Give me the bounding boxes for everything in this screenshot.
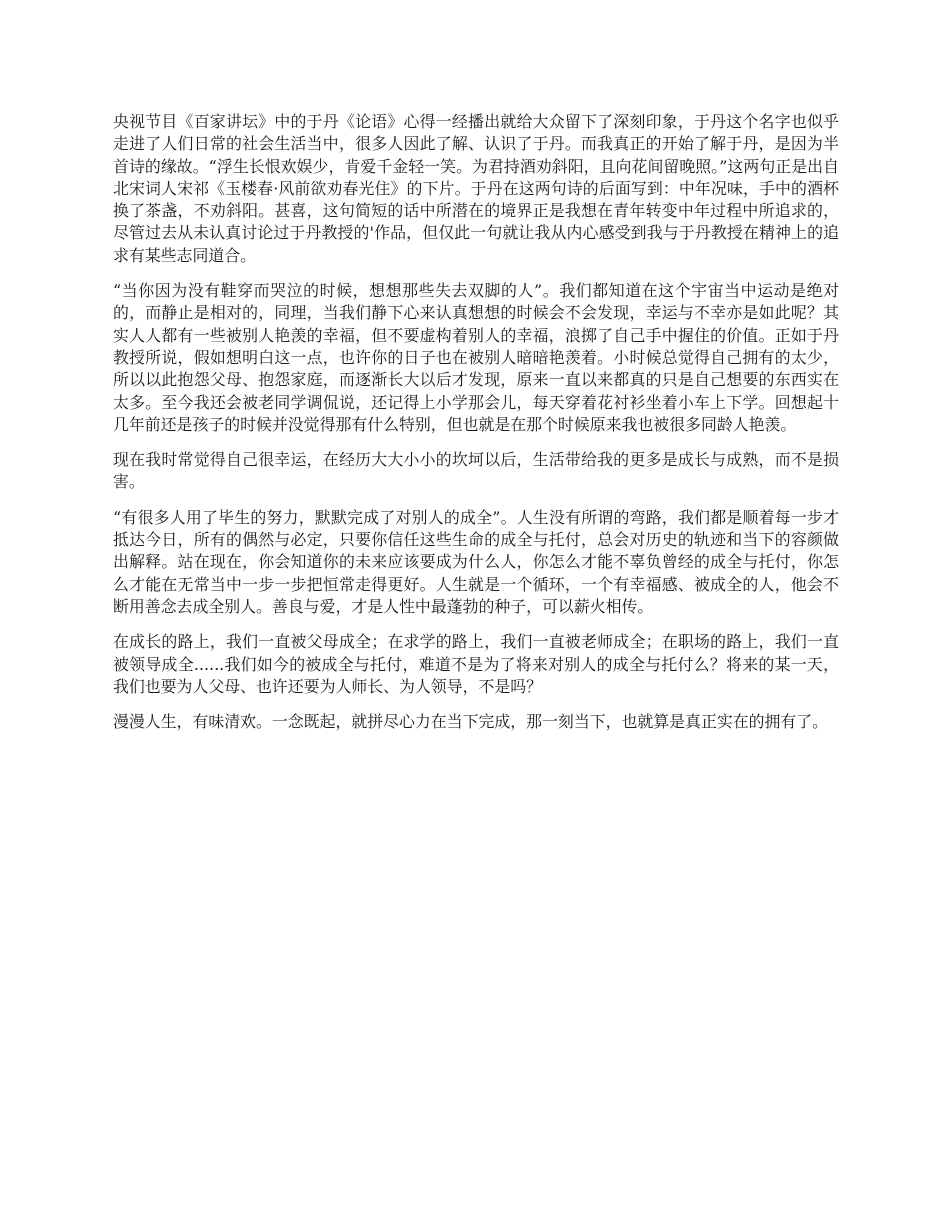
document-body	[113, 111, 839, 746]
paragraph-3: 现在我时常觉得自己很幸运，在经历大大小小的坎坷以后，生活带给我的更多是成长与成熟，而不是损害。	[113, 450, 839, 492]
paragraph-4: “有很多人用了毕生的努力，默默完成了对别人的成全”。人生没有所谓的弯路，我们都是顺着每一步才抵达今日，所有的偶然与必定，只要你信任这些生命的成全与托付，总会对历史的轨迹和当下的容颜做出解释。站在现在，你会知道你的未来应该要成为什么人，你怎么才能不辜负曾经的成全与托付，你怎么才能在无常当中一步一步把恒常走得更好。人生就是一个循环，一个有幸福感、被成全的人，他会不断用善念去成全别人。善良与爱，才是人性中最蓬勃的种子，可以薪火相传。	[113, 507, 839, 616]
paragraph-5: 在成长的路上，我们一直被父母成全；在求学的路上，我们一直被老师成全；在职场的路上，我们一直被领导成全......我们如今的被成全与托付，难道不是为了将来对别人的成全与托付么？将来的某一天，我们也要为人父母、也许还要为人师长、为人领导，不是吗？	[113, 632, 839, 696]
paragraph-1: 央视节目《百家讲坛》中的于丹《论语》心得一经播出就给大众留下了深刻印象，于丹这个名字也似乎走进了人们日常的社会生活当中，很多人因此了解、认识了于丹。而我真正的开始了解于丹，是因为半首诗的缘故。“浮生长恨欢娱少，肯爱千金轻一笑。为君持酒劝斜阳，且向花间留晚照。”这两句正是出自北宋词人宋祁《玉楼春·风前欲劝春光住》的下片。于丹在这两句诗的后面写到：中年况味，手中的酒杯换了茶盏，不劝斜阳。甚喜，这句简短的话中所潜在的境界正是我想在青年转变中年过程中所追求的，尽管过去从未认真讨论过于丹教授的'作品，但仅此一句就让我从内心感受到我与于丹教授在精神上的追求有某些志同道合。	[113, 112, 839, 265]
paragraph-6: 漫漫人生，有味清欢。一念既起，就拼尽心力在当下完成，那一刻当下，也就算是真正实在的拥有了。	[113, 712, 829, 732]
paragraph-2: “当你因为没有鞋穿而哭泣的时候，想想那些失去双脚的人”。我们都知道在这个宇宙当中运动是绝对的，而静止是相对的，同理，当我们静下心来认真想想的时候会不会发现，幸运与不幸亦是如此呢？其实人人都有一些被别人艳羡的幸福，但不要虚构着别人的幸福，浪掷了自己手中握住的价值。正如于丹教授所说，假如想明白这一点，也许你的日子也在被别人暗暗艳羡着。小时候总觉得自己拥有的太少，所以以此抱怨父母、抱怨家庭，而逐渐长大以后才发现，原来一直以来都真的只是自己想要的东西实在太多。至今我还会被老同学调侃说，还记得上小学那会儿，每天穿着花衬衫坐着小车上下学。回想起十几年前还是孩子的时候并没觉得那有什么特别，但也就是在那个时候原来我也被很多同龄人艳羡。	[113, 281, 839, 434]
